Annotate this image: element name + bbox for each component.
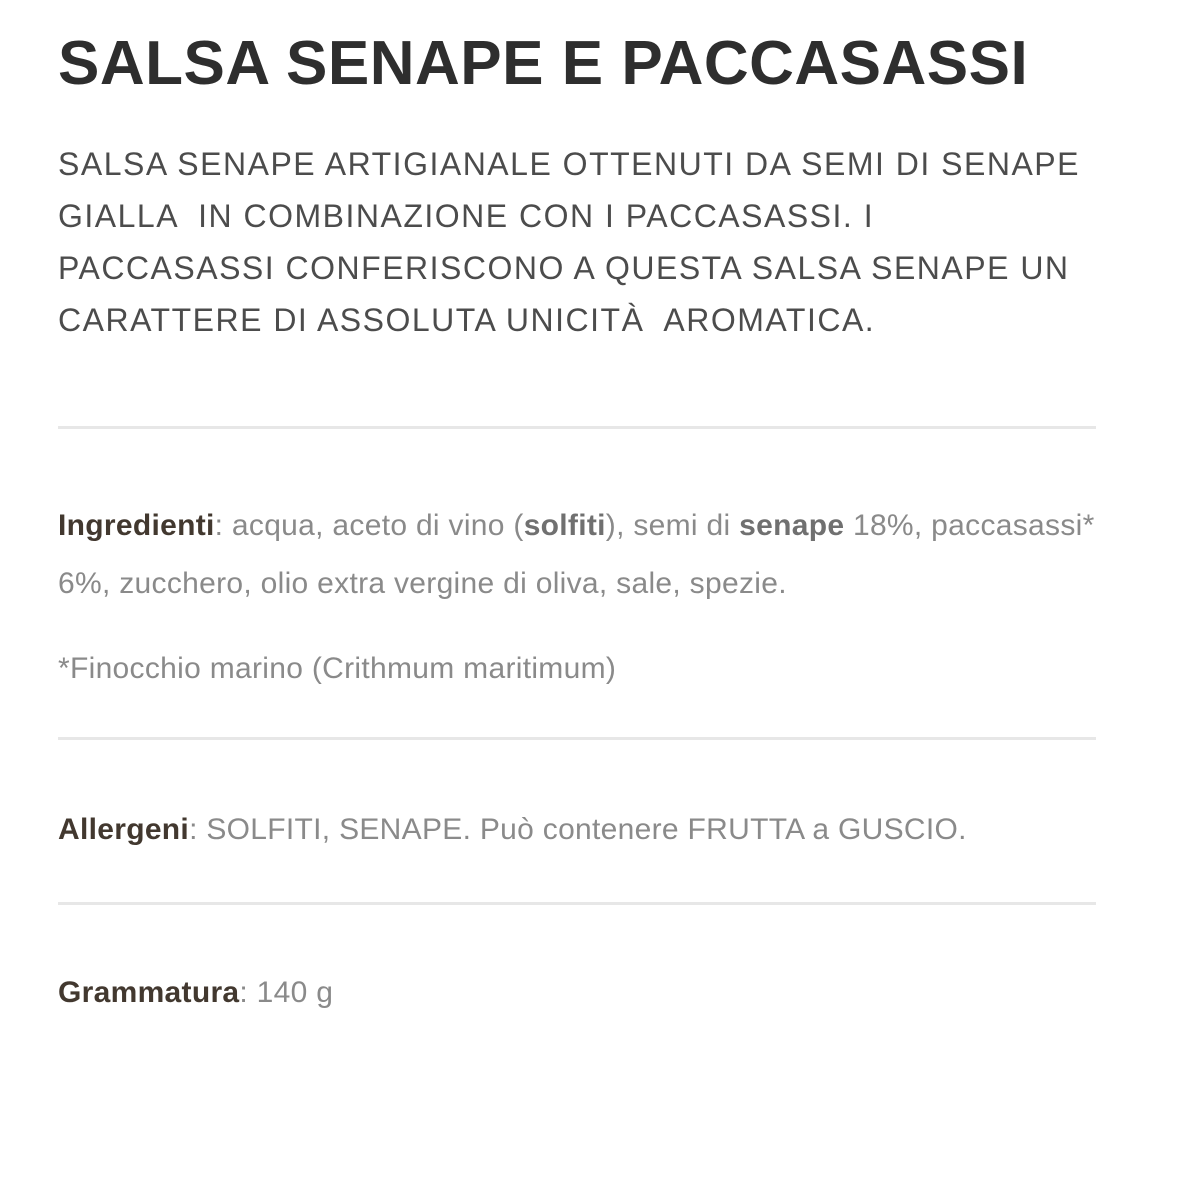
section-divider — [58, 902, 1096, 905]
text-run: Allergeni — [58, 813, 190, 846]
weight-text — [58, 971, 1096, 1015]
ingredients-text — [58, 497, 1096, 613]
ingredients-footnote: *Finocchio marino (Crithmum maritimum) — [58, 652, 617, 685]
allergens-text — [58, 808, 1096, 852]
text-run: solfiti — [523, 509, 606, 542]
text-run: : SOLFITI, SENAPE. Può contenere FRUTTA a GUSCIO. — [189, 813, 967, 846]
text-run: Grammatura — [58, 976, 240, 1009]
text-run: : acqua, aceto di vino ( — [214, 509, 524, 542]
product-description: SALSA SENAPE ARTIGIANALE OTTENUTI DA SEMI DI SENAPE GIALLA IN COMBINAZIONE CON I PACCASASSI. I PACCASASSI CONFERISCONO A QUESTA SALSA SENAPE UN CARATTERE DI ASSOLUTA UNICITÀ AROMATICA. — [58, 146, 1091, 338]
section-divider — [58, 426, 1096, 429]
text-run: 18%, paccasassi* 6%, zucchero, olio extra vergine di oliva, sale, spezie. — [58, 509, 1095, 600]
text-run: ), semi di — [605, 509, 740, 542]
section-divider — [58, 737, 1096, 740]
text-run: Ingredienti — [58, 509, 215, 542]
page-title: SALSA SENAPE E PACCASASSI — [58, 29, 1029, 98]
text-run: : 140 g — [239, 976, 334, 1009]
text-run: senape — [739, 509, 845, 542]
